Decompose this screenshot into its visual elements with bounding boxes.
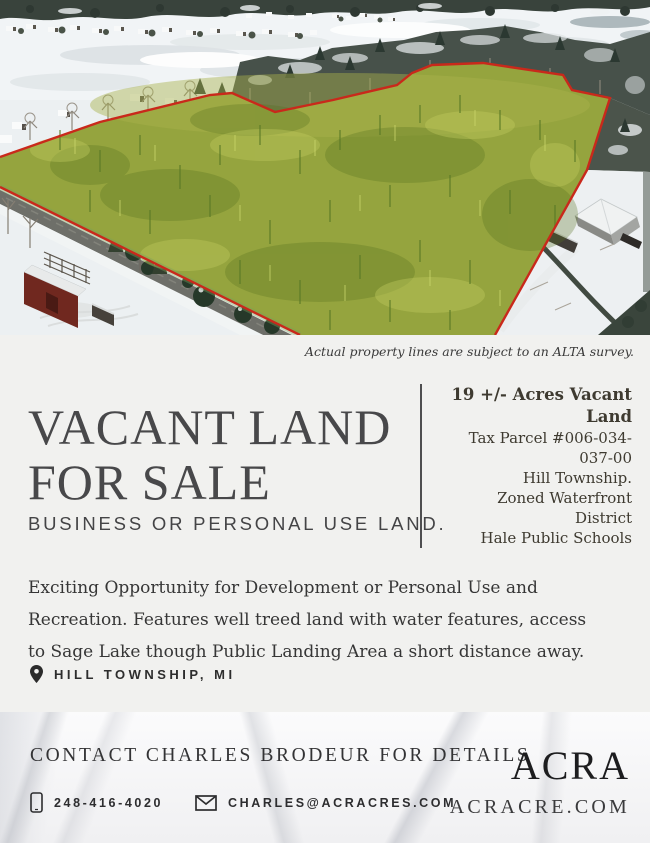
branding	[450, 744, 630, 819]
page-title	[28, 400, 391, 510]
description-line: Exciting Opportunity for Development or Personal Use and	[28, 578, 538, 598]
email-address: CHARLES@ACRACRES.COM	[228, 795, 457, 810]
phone-item	[30, 792, 163, 813]
description-line: Recreation. Features well treed land with water features, access	[28, 610, 587, 630]
contact-heading: CONTACT CHARLES BRODEUR FOR DETAILS	[30, 745, 531, 766]
photo-caption: Actual property lines are subject to an ALTA survey.	[304, 344, 634, 359]
aerial-photo	[0, 0, 650, 335]
website: ACRACRE.COM	[449, 796, 630, 818]
title-line-1: VACANT LAND	[28, 398, 392, 455]
location-text: HILL TOWNSHIP, MI	[54, 666, 236, 682]
township: Hill Township.	[522, 469, 632, 487]
company-logo: ACRA	[510, 743, 630, 788]
subheading: BUSINESS OR PERSONAL USE LAND.	[28, 513, 447, 534]
schools: Hale Public Schools	[480, 529, 632, 547]
phone-icon	[30, 792, 43, 813]
contact-row	[30, 792, 456, 813]
email-icon	[195, 795, 217, 811]
title-line-2: FOR SALE	[28, 453, 271, 510]
description	[28, 572, 628, 668]
description-line: to Sage Lake though Public Landing Area a short distance away.	[28, 642, 585, 662]
location-pin-icon	[30, 665, 43, 683]
footer	[0, 712, 650, 843]
phone-number: 248-416-4020	[54, 795, 164, 810]
tax-parcel: Tax Parcel #006-034-037-00	[468, 429, 632, 467]
zoning: Zoned Waterfront District	[497, 489, 632, 527]
email-item	[195, 795, 456, 811]
acreage: 19 +/- Acres Vacant Land	[451, 385, 632, 426]
location-row	[30, 665, 236, 683]
property-details	[420, 384, 632, 548]
